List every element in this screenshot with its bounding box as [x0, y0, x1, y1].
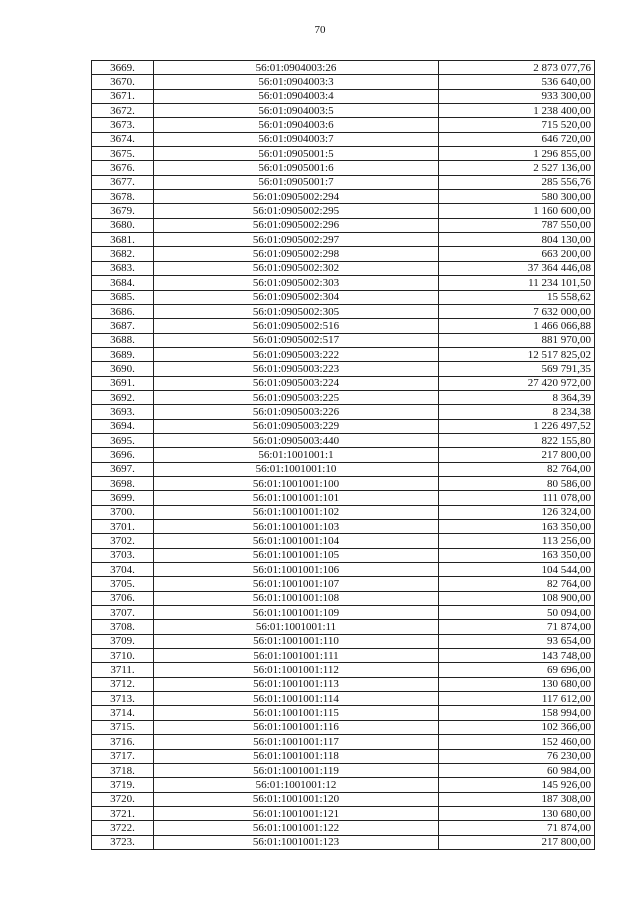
row-number-cell: 3707. — [92, 606, 154, 620]
table-row — [92, 634, 595, 648]
cadastral-number-cell: 56:01:1001001:118 — [154, 749, 439, 763]
cadastral-value-cell: 93 654,00 — [439, 634, 595, 648]
row-number-cell: 3680. — [92, 218, 154, 232]
cadastral-number-cell: 56:01:1001001:123 — [154, 835, 439, 849]
row-number-cell: 3671. — [92, 89, 154, 103]
row-number-cell: 3690. — [92, 362, 154, 376]
cadastral-number-cell: 56:01:0905002:296 — [154, 218, 439, 232]
cadastral-number-cell: 56:01:0905002:305 — [154, 304, 439, 318]
row-number-cell: 3676. — [92, 161, 154, 175]
cadastral-value-cell: 71 874,00 — [439, 620, 595, 634]
cadastral-number-cell: 56:01:0905002:302 — [154, 261, 439, 275]
row-number-cell: 3691. — [92, 376, 154, 390]
cadastral-value-cell: 108 900,00 — [439, 591, 595, 605]
row-number-cell: 3682. — [92, 247, 154, 261]
table-row — [92, 304, 595, 318]
cadastral-number-cell: 56:01:0904003:7 — [154, 132, 439, 146]
row-number-cell: 3705. — [92, 577, 154, 591]
cadastral-number-cell: 56:01:1001001:114 — [154, 692, 439, 706]
row-number-cell: 3703. — [92, 548, 154, 562]
table-row — [92, 204, 595, 218]
cadastral-number-cell: 56:01:0905003:223 — [154, 362, 439, 376]
table-row — [92, 405, 595, 419]
table-row — [92, 563, 595, 577]
cadastral-value-cell: 163 350,00 — [439, 548, 595, 562]
cadastral-value-cell: 82 764,00 — [439, 577, 595, 591]
row-number-cell: 3694. — [92, 419, 154, 433]
cadastral-number-cell: 56:01:0905003:226 — [154, 405, 439, 419]
cadastral-value-cell: 117 612,00 — [439, 692, 595, 706]
cadastral-value-cell: 285 556,76 — [439, 175, 595, 189]
cadastral-value-cell: 15 558,62 — [439, 290, 595, 304]
row-number-cell: 3686. — [92, 304, 154, 318]
table-body — [92, 61, 595, 850]
row-number-cell: 3723. — [92, 835, 154, 849]
table-row — [92, 720, 595, 734]
row-number-cell: 3670. — [92, 75, 154, 89]
row-number-cell: 3685. — [92, 290, 154, 304]
table-row — [92, 104, 595, 118]
cadastral-value-cell: 1 226 497,52 — [439, 419, 595, 433]
table-row — [92, 491, 595, 505]
row-number-cell: 3678. — [92, 190, 154, 204]
table-row — [92, 319, 595, 333]
cadastral-number-cell: 56:01:1001001:102 — [154, 505, 439, 519]
cadastral-value-cell: 27 420 972,00 — [439, 376, 595, 390]
row-number-cell: 3679. — [92, 204, 154, 218]
table-row — [92, 663, 595, 677]
row-number-cell: 3688. — [92, 333, 154, 347]
cadastral-number-cell: 56:01:1001001:104 — [154, 534, 439, 548]
cadastral-number-cell: 56:01:1001001:121 — [154, 806, 439, 820]
cadastral-number-cell: 56:01:0905003:224 — [154, 376, 439, 390]
row-number-cell: 3689. — [92, 347, 154, 361]
cadastral-value-cell: 60 984,00 — [439, 763, 595, 777]
cadastral-value-cell: 715 520,00 — [439, 118, 595, 132]
table-row — [92, 520, 595, 534]
table-row — [92, 290, 595, 304]
cadastral-value-cell: 163 350,00 — [439, 520, 595, 534]
cadastral-value-cell: 80 586,00 — [439, 476, 595, 490]
cadastral-value-cell: 145 926,00 — [439, 778, 595, 792]
cadastral-number-cell: 56:01:1001001:12 — [154, 778, 439, 792]
table-row — [92, 792, 595, 806]
table-row — [92, 347, 595, 361]
row-number-cell: 3708. — [92, 620, 154, 634]
cadastral-value-cell: 71 874,00 — [439, 821, 595, 835]
table-row — [92, 419, 595, 433]
cadastral-value-cell: 1 238 400,00 — [439, 104, 595, 118]
cadastral-value-table — [91, 60, 595, 850]
table-row — [92, 190, 595, 204]
cadastral-number-cell: 56:01:0905003:222 — [154, 347, 439, 361]
row-number-cell: 3687. — [92, 319, 154, 333]
cadastral-value-cell: 1 466 066,88 — [439, 319, 595, 333]
table-row — [92, 763, 595, 777]
cadastral-value-cell: 113 256,00 — [439, 534, 595, 548]
cadastral-value-cell: 11 234 101,50 — [439, 276, 595, 290]
cadastral-number-cell: 56:01:0904003:4 — [154, 89, 439, 103]
page-number: 70 — [314, 24, 326, 36]
cadastral-number-cell: 56:01:0905003:440 — [154, 433, 439, 447]
table-row — [92, 132, 595, 146]
cadastral-value-cell: 646 720,00 — [439, 132, 595, 146]
table-row — [92, 333, 595, 347]
table-row — [92, 276, 595, 290]
row-number-cell: 3697. — [92, 462, 154, 476]
cadastral-number-cell: 56:01:1001001:103 — [154, 520, 439, 534]
cadastral-value-cell: 822 155,80 — [439, 433, 595, 447]
cadastral-value-cell: 130 680,00 — [439, 677, 595, 691]
row-number-cell: 3673. — [92, 118, 154, 132]
cadastral-number-cell: 56:01:1001001:107 — [154, 577, 439, 591]
row-number-cell: 3713. — [92, 692, 154, 706]
cadastral-value-cell: 663 200,00 — [439, 247, 595, 261]
table-row — [92, 448, 595, 462]
cadastral-value-cell: 569 791,35 — [439, 362, 595, 376]
row-number-cell: 3696. — [92, 448, 154, 462]
table-row — [92, 778, 595, 792]
row-number-cell: 3699. — [92, 491, 154, 505]
cadastral-number-cell: 56:01:0905001:6 — [154, 161, 439, 175]
cadastral-value-cell: 2 873 077,76 — [439, 61, 595, 75]
table-row — [92, 376, 595, 390]
cadastral-number-cell: 56:01:1001001:120 — [154, 792, 439, 806]
row-number-cell: 3669. — [92, 61, 154, 75]
row-number-cell: 3704. — [92, 563, 154, 577]
table-row — [92, 161, 595, 175]
row-number-cell: 3718. — [92, 763, 154, 777]
row-number-cell: 3710. — [92, 649, 154, 663]
row-number-cell: 3717. — [92, 749, 154, 763]
cadastral-number-cell: 56:01:1001001:115 — [154, 706, 439, 720]
table-row — [92, 649, 595, 663]
row-number-cell: 3700. — [92, 505, 154, 519]
cadastral-value-cell: 1 296 855,00 — [439, 147, 595, 161]
cadastral-number-cell: 56:01:0904003:5 — [154, 104, 439, 118]
row-number-cell: 3721. — [92, 806, 154, 820]
table-row — [92, 390, 595, 404]
table-row — [92, 476, 595, 490]
row-number-cell: 3719. — [92, 778, 154, 792]
cadastral-value-cell: 126 324,00 — [439, 505, 595, 519]
row-number-cell: 3715. — [92, 720, 154, 734]
row-number-cell: 3674. — [92, 132, 154, 146]
cadastral-value-cell: 143 748,00 — [439, 649, 595, 663]
cadastral-number-cell: 56:01:1001001:117 — [154, 735, 439, 749]
cadastral-number-cell: 56:01:1001001:110 — [154, 634, 439, 648]
table-row — [92, 692, 595, 706]
row-number-cell: 3698. — [92, 476, 154, 490]
row-number-cell: 3712. — [92, 677, 154, 691]
row-number-cell: 3702. — [92, 534, 154, 548]
cadastral-value-cell: 50 094,00 — [439, 606, 595, 620]
cadastral-number-cell: 56:01:0904003:6 — [154, 118, 439, 132]
table-row — [92, 61, 595, 75]
table-row — [92, 362, 595, 376]
cadastral-number-cell: 56:01:1001001:108 — [154, 591, 439, 605]
cadastral-value-cell: 217 800,00 — [439, 448, 595, 462]
cadastral-value-cell: 82 764,00 — [439, 462, 595, 476]
row-number-cell: 3709. — [92, 634, 154, 648]
table-row — [92, 247, 595, 261]
cadastral-number-cell: 56:01:0905002:517 — [154, 333, 439, 347]
row-number-cell: 3693. — [92, 405, 154, 419]
cadastral-value-cell: 37 364 446,08 — [439, 261, 595, 275]
cadastral-value-cell: 580 300,00 — [439, 190, 595, 204]
cadastral-number-cell: 56:01:1001001:109 — [154, 606, 439, 620]
cadastral-value-cell: 69 696,00 — [439, 663, 595, 677]
table-row — [92, 835, 595, 849]
table-row — [92, 591, 595, 605]
cadastral-value-cell: 787 550,00 — [439, 218, 595, 232]
cadastral-number-cell: 56:01:0905001:7 — [154, 175, 439, 189]
row-number-cell: 3692. — [92, 390, 154, 404]
table-row — [92, 75, 595, 89]
cadastral-number-cell: 56:01:1001001:101 — [154, 491, 439, 505]
cadastral-number-cell: 56:01:1001001:113 — [154, 677, 439, 691]
table-row — [92, 620, 595, 634]
table-row — [92, 233, 595, 247]
table-row — [92, 749, 595, 763]
table-row — [92, 606, 595, 620]
cadastral-value-cell: 536 640,00 — [439, 75, 595, 89]
table-row — [92, 118, 595, 132]
row-number-cell: 3716. — [92, 735, 154, 749]
row-number-cell: 3672. — [92, 104, 154, 118]
cadastral-value-cell: 2 527 136,00 — [439, 161, 595, 175]
row-number-cell: 3684. — [92, 276, 154, 290]
cadastral-number-cell: 56:01:1001001:100 — [154, 476, 439, 490]
cadastral-value-cell: 102 366,00 — [439, 720, 595, 734]
cadastral-value-cell: 933 300,00 — [439, 89, 595, 103]
table-row — [92, 218, 595, 232]
cadastral-value-cell: 881 970,00 — [439, 333, 595, 347]
cadastral-number-cell: 56:01:0905002:297 — [154, 233, 439, 247]
table-row — [92, 433, 595, 447]
cadastral-number-cell: 56:01:1001001:106 — [154, 563, 439, 577]
row-number-cell: 3677. — [92, 175, 154, 189]
row-number-cell: 3711. — [92, 663, 154, 677]
cadastral-value-cell: 1 160 600,00 — [439, 204, 595, 218]
cadastral-number-cell: 56:01:0905002:295 — [154, 204, 439, 218]
row-number-cell: 3695. — [92, 433, 154, 447]
cadastral-number-cell: 56:01:0905003:229 — [154, 419, 439, 433]
cadastral-value-cell: 130 680,00 — [439, 806, 595, 820]
cadastral-value-cell: 7 632 000,00 — [439, 304, 595, 318]
table-row — [92, 706, 595, 720]
cadastral-number-cell: 56:01:1001001:10 — [154, 462, 439, 476]
row-number-cell: 3714. — [92, 706, 154, 720]
table-row — [92, 505, 595, 519]
cadastral-number-cell: 56:01:1001001:122 — [154, 821, 439, 835]
table-row — [92, 735, 595, 749]
cadastral-number-cell: 56:01:1001001:119 — [154, 763, 439, 777]
row-number-cell: 3701. — [92, 520, 154, 534]
row-number-cell: 3722. — [92, 821, 154, 835]
row-number-cell: 3675. — [92, 147, 154, 161]
cadastral-value-cell: 158 994,00 — [439, 706, 595, 720]
cadastral-number-cell: 56:01:1001001:105 — [154, 548, 439, 562]
cadastral-number-cell: 56:01:1001001:1 — [154, 448, 439, 462]
row-number-cell: 3681. — [92, 233, 154, 247]
table-row — [92, 806, 595, 820]
cadastral-number-cell: 56:01:0905002:516 — [154, 319, 439, 333]
cadastral-number-cell: 56:01:0905002:294 — [154, 190, 439, 204]
cadastral-value-cell: 111 078,00 — [439, 491, 595, 505]
cadastral-value-cell: 8 234,38 — [439, 405, 595, 419]
cadastral-value-cell: 104 544,00 — [439, 563, 595, 577]
table-row — [92, 462, 595, 476]
cadastral-number-cell: 56:01:0904003:26 — [154, 61, 439, 75]
cadastral-value-cell: 804 130,00 — [439, 233, 595, 247]
cadastral-value-cell: 8 364,39 — [439, 390, 595, 404]
cadastral-number-cell: 56:01:0905002:303 — [154, 276, 439, 290]
cadastral-number-cell: 56:01:0905002:304 — [154, 290, 439, 304]
cadastral-number-cell: 56:01:0905003:225 — [154, 390, 439, 404]
cadastral-number-cell: 56:01:1001001:111 — [154, 649, 439, 663]
cadastral-value-cell: 152 460,00 — [439, 735, 595, 749]
cadastral-value-cell: 217 800,00 — [439, 835, 595, 849]
cadastral-number-cell: 56:01:1001001:112 — [154, 663, 439, 677]
row-number-cell: 3706. — [92, 591, 154, 605]
table-row — [92, 548, 595, 562]
cadastral-number-cell: 56:01:0904003:3 — [154, 75, 439, 89]
table-row — [92, 175, 595, 189]
cadastral-number-cell: 56:01:0905001:5 — [154, 147, 439, 161]
cadastral-number-cell: 56:01:0905002:298 — [154, 247, 439, 261]
cadastral-value-cell: 12 517 825,02 — [439, 347, 595, 361]
table-row — [92, 821, 595, 835]
cadastral-value-cell: 76 230,00 — [439, 749, 595, 763]
table-row — [92, 677, 595, 691]
table-row — [92, 534, 595, 548]
cadastral-value-cell: 187 308,00 — [439, 792, 595, 806]
cadastral-number-cell: 56:01:1001001:11 — [154, 620, 439, 634]
table-row — [92, 577, 595, 591]
row-number-cell: 3683. — [92, 261, 154, 275]
table-row — [92, 147, 595, 161]
row-number-cell: 3720. — [92, 792, 154, 806]
table-row — [92, 89, 595, 103]
cadastral-number-cell: 56:01:1001001:116 — [154, 720, 439, 734]
table-row — [92, 261, 595, 275]
